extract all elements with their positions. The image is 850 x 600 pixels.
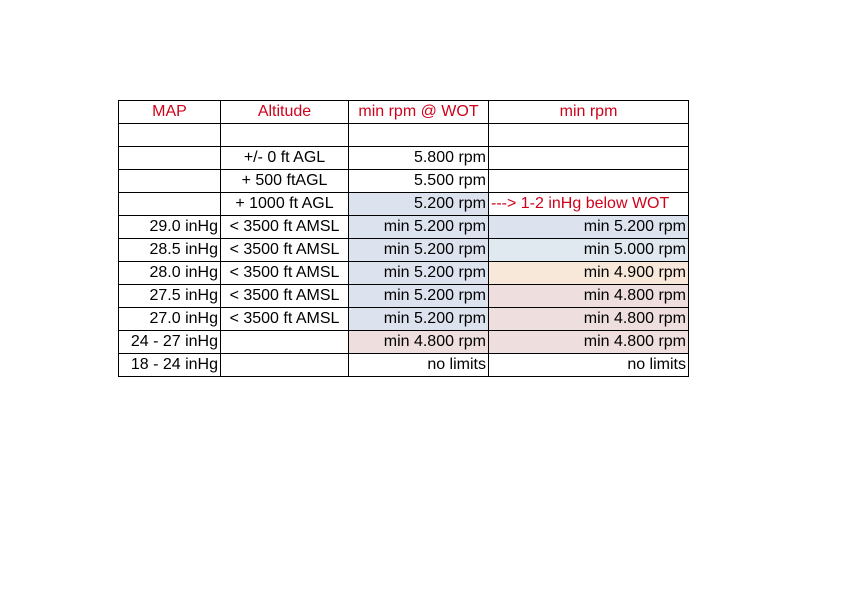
cell-map (119, 124, 221, 147)
cell-altitude: + 1000 ft AGL (221, 193, 349, 216)
header-row (119, 101, 689, 124)
cell-min-rpm: min 4.800 rpm (489, 331, 689, 354)
cell-min-rpm: min 4.900 rpm (489, 262, 689, 285)
cell-min-rpm: min 4.800 rpm (489, 285, 689, 308)
cell-min-rpm-wot (349, 124, 489, 147)
cell-min-rpm (489, 170, 689, 193)
cell-altitude: < 3500 ft AMSL (221, 285, 349, 308)
rpm-table (118, 100, 689, 377)
cell-min-rpm: no limits (489, 354, 689, 377)
cell-map (119, 147, 221, 170)
header-min-rpm: min rpm (489, 101, 689, 124)
header-map: MAP (119, 101, 221, 124)
table-body (119, 124, 689, 377)
cell-min-rpm-wot: min 5.200 rpm (349, 285, 489, 308)
cell-min-rpm-wot: no limits (349, 354, 489, 377)
cell-min-rpm-wot: min 5.200 rpm (349, 308, 489, 331)
table-row (119, 147, 689, 170)
cell-altitude (221, 124, 349, 147)
cell-min-rpm: min 5.200 rpm (489, 216, 689, 239)
cell-min-rpm-wot: min 5.200 rpm (349, 216, 489, 239)
cell-min-rpm-wot: min 4.800 rpm (349, 331, 489, 354)
cell-altitude: + 500 ftAGL (221, 170, 349, 193)
cell-altitude: +/- 0 ft AGL (221, 147, 349, 170)
table-row (119, 285, 689, 308)
cell-map (119, 193, 221, 216)
table-row (119, 354, 689, 377)
cell-min-rpm (489, 147, 689, 170)
table-row (119, 216, 689, 239)
cell-min-rpm-wot: 5.800 rpm (349, 147, 489, 170)
cell-min-rpm: min 4.800 rpm (489, 308, 689, 331)
cell-min-rpm-wot: min 5.200 rpm (349, 262, 489, 285)
table-row (119, 308, 689, 331)
cell-altitude (221, 331, 349, 354)
table-row (119, 262, 689, 285)
cell-map: 27.5 inHg (119, 285, 221, 308)
cell-map: 29.0 inHg (119, 216, 221, 239)
cell-map (119, 170, 221, 193)
cell-map: 27.0 inHg (119, 308, 221, 331)
table-row (119, 239, 689, 262)
cell-altitude: < 3500 ft AMSL (221, 308, 349, 331)
cell-min-rpm (489, 124, 689, 147)
header-min-rpm-wot: min rpm @ WOT (349, 101, 489, 124)
cell-altitude: < 3500 ft AMSL (221, 239, 349, 262)
table-row (119, 193, 689, 216)
table-row (119, 124, 689, 147)
cell-map: 18 - 24 inHg (119, 354, 221, 377)
cell-altitude: < 3500 ft AMSL (221, 216, 349, 239)
cell-map: 28.0 inHg (119, 262, 221, 285)
cell-map: 28.5 inHg (119, 239, 221, 262)
table-row (119, 331, 689, 354)
cell-altitude: < 3500 ft AMSL (221, 262, 349, 285)
table-row (119, 170, 689, 193)
cell-min-rpm-wot: 5.200 rpm (349, 193, 489, 216)
cell-map: 24 - 27 inHg (119, 331, 221, 354)
cell-min-rpm: ---> 1-2 inHg below WOT (489, 193, 689, 216)
cell-min-rpm-wot: 5.500 rpm (349, 170, 489, 193)
cell-min-rpm: min 5.000 rpm (489, 239, 689, 262)
cell-min-rpm-wot: min 5.200 rpm (349, 239, 489, 262)
cell-altitude (221, 354, 349, 377)
header-altitude: Altitude (221, 101, 349, 124)
